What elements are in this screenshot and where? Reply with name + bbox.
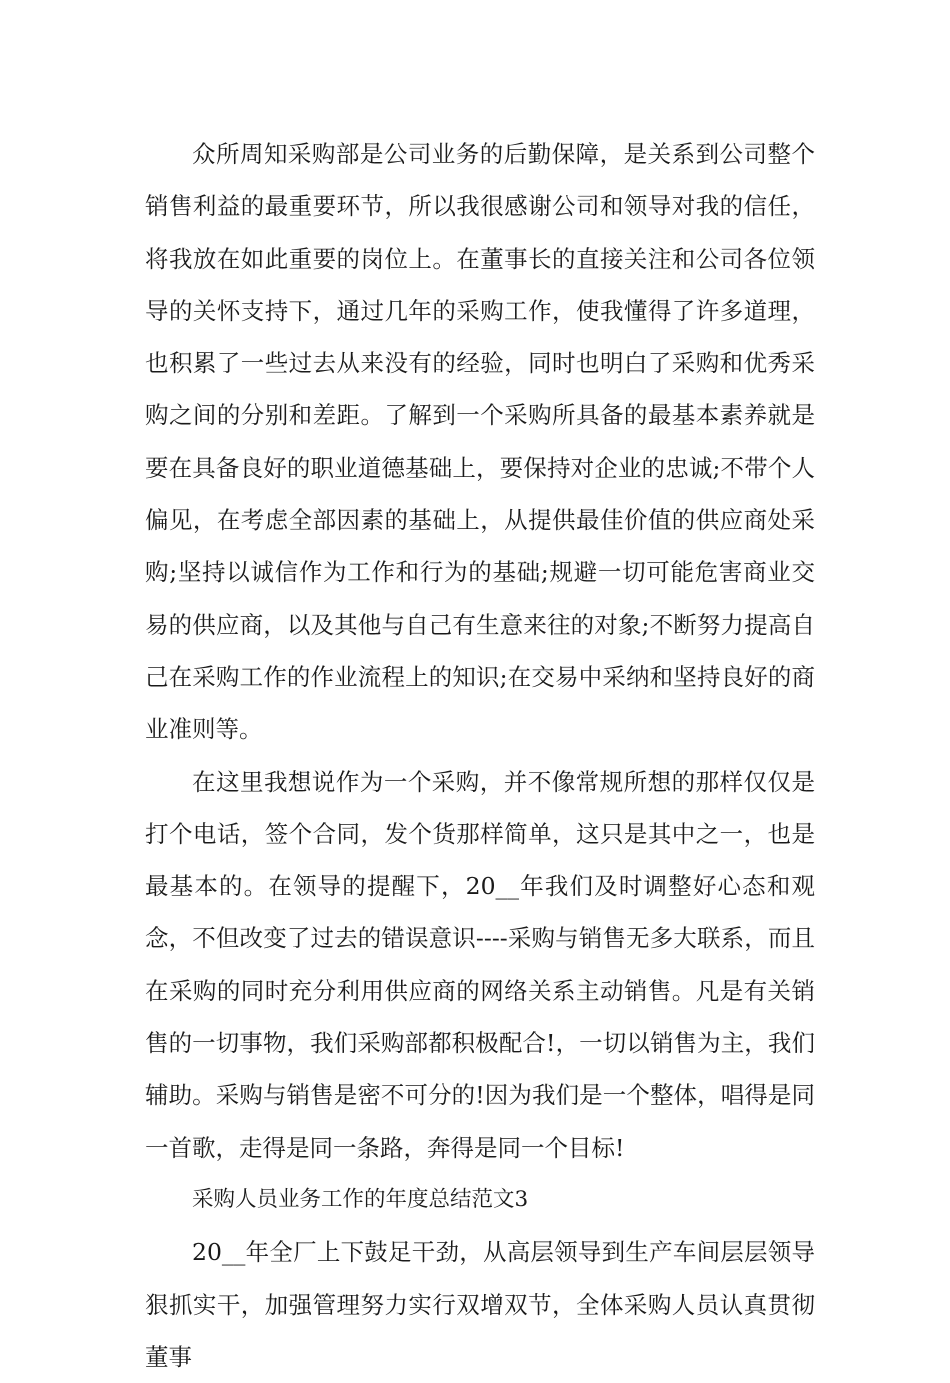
paragraph-procurement-role: 众所周知采购部是公司业务的后勤保障，是关系到公司整个销售利益的最重要环节，所以我很感谢公司和领导对我的信任，将我放在如此重要的岗位上。在董事长的直接关注和公司各位领导的关怀支持下，通过几年的采购工作，使我懂得了许多道理，也积累了一些过去从来没有的经验，同时也明白了采购和优秀采购之间的分别和差距。了解到一个采购所具备的最基本素养就是要在具备良好的职业道德基础上，要保持对企业的忠诚;不带个人偏见，在考虑全部因素的基础上，从提供最佳价值的供应商处采购;坚持以诚信作为工作和行为的基础;规避一切可能危害商业交易的供应商，以及其他与自己有生意来往的对象;不断努力提高自己在采购工作的作业流程上的知识;在交易中采纳和坚持良好的商业准则等。	[145, 140, 815, 744]
paragraph-procurement-sales: 在这里我想说作为一个采购，并不像常规所想的那样仅仅是打个电话，签个合同，发个货那样简单，这只是其中之一，也是最基本的。在领导的提醒下，20__年我们及时调整好心态和观念，不但改变了过去的错误意识----采购与销售无多大联系，而且在采购的同时充分利用供应商的网络关系主动销售。凡是有关销售的一切事物，我们采购部都积极配合!，一切以销售为主，我们辅助。采购与销售是密不可分的!因为我们是一个整体，唱得是同一首歌，走得是同一条路，奔得是同一个目标!	[145, 767, 815, 1162]
paragraph-annual-summary: 20__年全厂上下鼓足干劲，从高层领导到生产车间层层领导狠抓实干，加强管理努力实行双增双节，全体采购人员认真贯彻董事	[145, 1238, 815, 1371]
document-body	[145, 128, 815, 1383]
section-heading: 采购人员业务工作的年度总结范文3	[192, 1186, 529, 1212]
